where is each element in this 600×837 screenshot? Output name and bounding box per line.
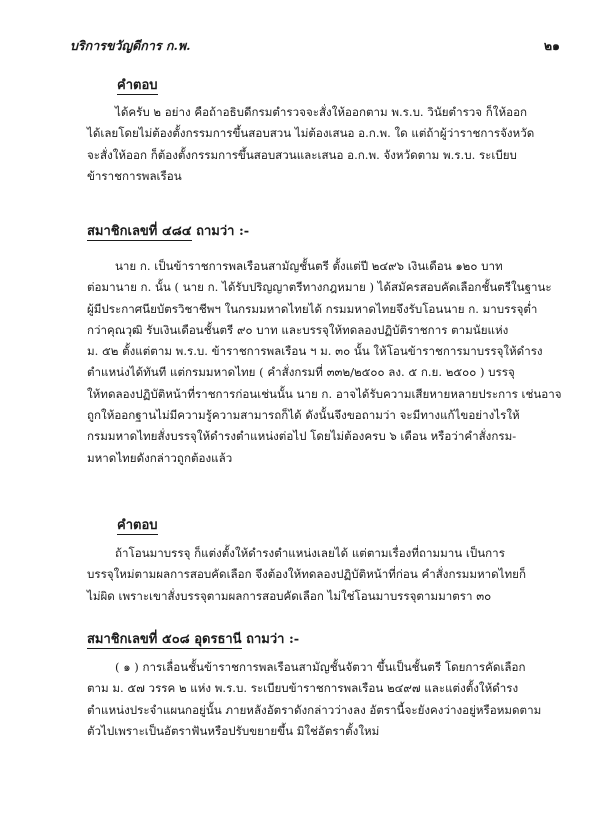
paragraph-line: ไม่ผิด เพราะเขาสั่งบรรจุตามผลการสอบคัดเลือก ไม่ใช่โอนมาบรรจุตามมาตรา ๓๐ [87,588,492,603]
paragraph-line: ตัวไปเพราะเป็นอัตราฟันหรือปรับขยายขึ้น มิใช่อัตราตั้งใหม่ [87,723,380,738]
paragraph-line: นาย ก. เป็นข้าราชการพลเรือนสามัญชั้นตรี ตั้งแต่ปี ๒๔๙๖ เงินเดือน ๑๒๐ บาท [115,259,503,273]
paragraph-line: ถ้าโอนมาบรรจุ ก็แต่งตั้งให้ดำรงตำแหน่งเลยได้ แต่ตามเรื่องที่ถามมาน เป็นการ [115,546,505,560]
paragraph-line: บรรจุใหม่ตามผลการสอบคัดเลือก จึงต้องให้ทดลองปฏิบัติหน้าที่ก่อน คำสั่งกรมมหาดไทยก็ [87,567,526,582]
paragraph-line: ได้ครับ ๒ อย่าง คือถ้าอธิบดีกรมตำรวจจะสั่งให้ออกตาม พ.ร.บ. วินัยตำรวจ ก็ให้ออก [115,105,528,119]
paragraph-line: ม. ๕๒ ตั้งแต่ตาม พ.ร.บ. ข้าราชการพลเรือน ฯ ม. ๓๐ นั้น ให้โอนข้าราชการมาบรรจุให้ดำรง [87,344,543,359]
paragraph-line: ( ๑ ) การเลื่อนชั้นข้าราชการพลเรือนสามัญชั้นจัตวา ขึ้นเป็นชั้นตรี โดยการคัดเลือก [115,660,526,674]
paragraph-line: ตาม ม. ๕๗ วรรค ๒ แห่ง พ.ร.บ. ระเบียบข้าราชการพลเรือน ๒๔๙๗ และแต่งตั้งให้ดำรง [87,681,519,696]
answer-heading: คำตอบ [117,518,158,533]
question-paragraph [87,657,541,742]
paragraph-line: มหาดไทยดังกล่าวถูกต้องแล้ว [87,450,233,465]
paragraph-line: ข้าราชการพลเรือน [87,168,182,183]
running-title: บริการขวัญดีการ ก.พ. [70,38,191,53]
answer-paragraph [87,102,534,187]
member-question-heading: สมาชิกเลขที่ ๔๘๔ ถามว่า :- [87,224,250,239]
paragraph-line: กว่าคุณวุฒิ รับเงินเดือนชั้นตรี ๙๐ บาท และบรรจุให้ทดลองปฏิบัติราชการ ตามนัยแห่ง [87,322,509,337]
paragraph-line: ได้เลยโดยไม่ต้องตั้งกรรมการขึ้นสอบสวน ไม่ต้องเสนอ อ.ก.พ. ใด แต่ถ้าผู้ว่าราชการจังหวัด [87,126,535,141]
paragraph-line: ต่อมานาย ก. นั้น ( นาย ก. ได้รับปริญญาตรีทางกฎหมาย ) ได้สมัครสอบคัดเลือกชั้นตรีในฐานะ [87,280,552,295]
answer-heading: คำตอบ [117,78,158,93]
paragraph-line: กรมมหาดไทยสั่งบรรจุให้ดำรงตำแหน่งต่อไป โดยไม่ต้องครบ ๖ เดือน หรือว่าคำสั่งกรม- [87,429,517,444]
paragraph-line: ตำแหน่งได้ทันที แต่กรมมหาดไทย ( คำสั่งกรมที่ ๓๓๒/๒๕๐๐ ลง. ๕ ก.ย. ๒๕๐๐ ) บรรจุ [87,365,515,380]
paragraph-line: ผู้มีประกาศนียบัตรวิชาชีพฯ ในกรมมหาดไทยได้ กรมมหาดไทยจึงรับโอนนาย ก. มาบรรจุต่ำ [87,301,538,316]
paragraph-line: ตำแหน่งประจำแผนกอยู่นั้น ภายหลังอัตราดังกล่าวว่างลง อัตรานี้จะยังคงว่างอยู่หรือหมดตาม [87,702,542,717]
paragraph-line: จะสั่งให้ออก ก็ต้องตั้งกรรมการขึ้นสอบสวนและเสนอ อ.ก.พ. จังหวัดตาม พ.ร.บ. ระเบียบ [87,147,517,162]
paragraph-line: ให้ทดลองปฏิบัติหน้าที่ราชการก่อนเช่นนั้น นาย ก. อาจได้รับความเสียหายหลายประการ เช่นอาจ [87,386,562,401]
page-number: ๒๑ [543,38,560,53]
member-question-heading: สมาชิกเลขที่ ๕๐๘ อุดรธานี ถามว่า :- [87,632,300,647]
paragraph-line: ถูกให้ออกฐานไม่มีความรู้ความสามารถก็ได้ ดังนั้นจึงขอถามว่า จะมีทางแก้ไขอย่างไรให้ [87,408,520,423]
answer-paragraph [87,543,526,607]
question-paragraph [87,256,562,469]
running-header [70,36,560,52]
